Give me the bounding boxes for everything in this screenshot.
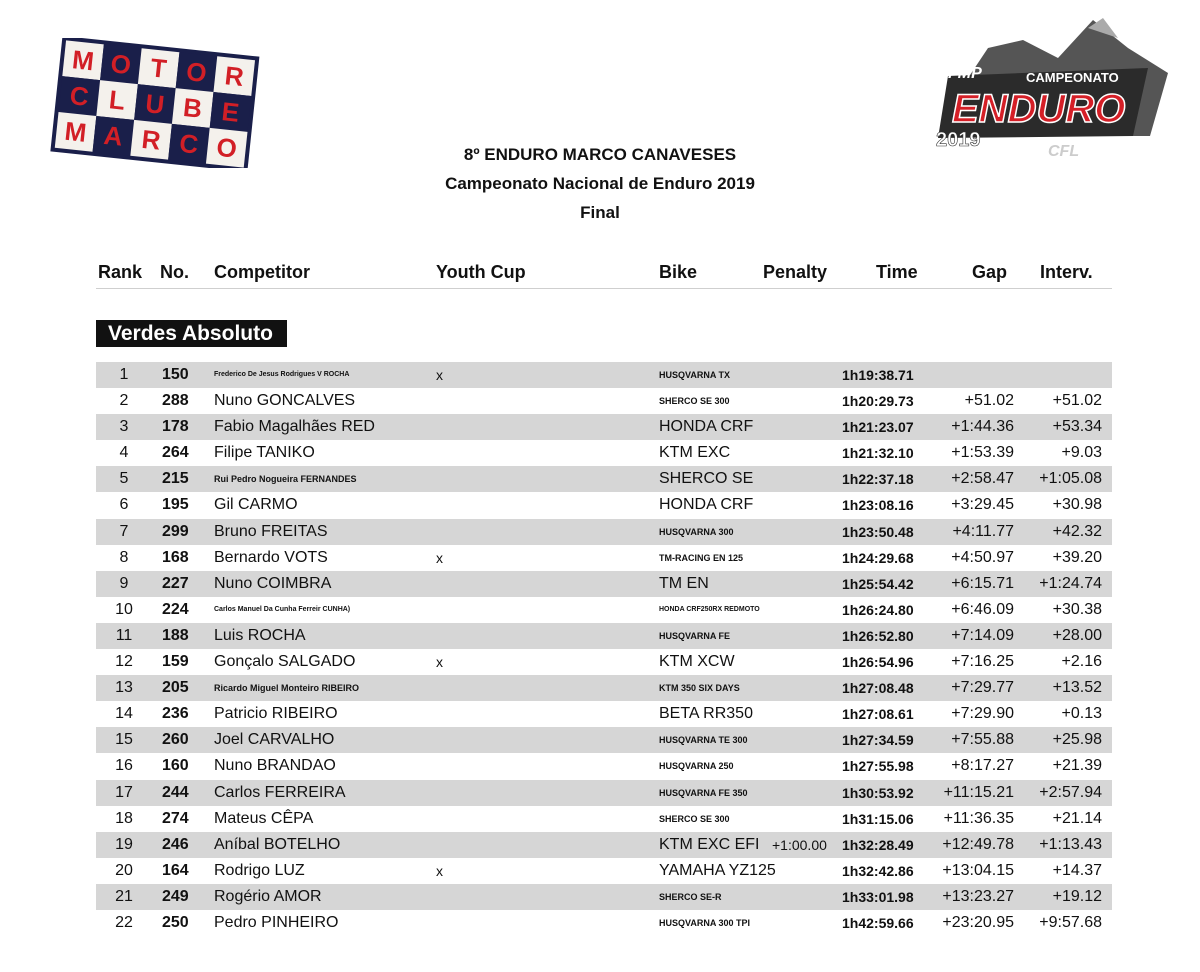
logo-letter: R — [223, 60, 246, 93]
bike-cell: KTM EXC EFI — [659, 835, 760, 853]
gap-cell: +13:04.15 — [942, 861, 1014, 879]
time-cell: 1h26:54.96 — [842, 654, 914, 671]
table-row — [96, 858, 1112, 884]
number-cell: 205 — [162, 679, 189, 697]
time-cell: 1h26:24.80 — [842, 601, 914, 618]
interval-cell: +30.38 — [1052, 600, 1102, 618]
interval-cell: +51.02 — [1052, 392, 1102, 410]
logo-letter: O — [184, 56, 209, 89]
svg-text:CFL: CFL — [1048, 143, 1080, 160]
category-heading: Verdes Absoluto — [96, 320, 287, 347]
bike-cell: SHERCO SE — [659, 470, 754, 488]
gap-cell: +8:17.27 — [951, 757, 1014, 775]
youth-cup-cell: x — [436, 654, 443, 671]
number-cell: 168 — [162, 548, 189, 566]
time-cell: 1h27:34.59 — [842, 732, 914, 749]
table-row — [96, 466, 1112, 492]
time-cell: 1h42:59.66 — [842, 914, 914, 931]
bike-cell: HUSQVARNA 250 — [659, 761, 734, 772]
number-cell: 150 — [162, 366, 189, 383]
championship-title: Campeonato Nacional de Enduro 2019 — [445, 174, 755, 193]
stage-title: Final — [580, 203, 620, 222]
rank-cell: 16 — [115, 757, 133, 775]
gap-cell: +7:16.25 — [951, 653, 1014, 671]
interval-cell: +21.14 — [1052, 809, 1102, 827]
rank-cell: 10 — [115, 600, 133, 618]
rank-cell: 6 — [119, 496, 129, 514]
bike-cell: HUSQVARNA 300 — [659, 526, 734, 537]
logo-letter: T — [149, 52, 169, 84]
interval-cell: +53.34 — [1052, 418, 1102, 436]
bike-cell: TM EN — [659, 574, 709, 592]
time-cell: 1h32:28.49 — [842, 836, 914, 853]
bike-cell: KTM XCW — [659, 653, 735, 671]
event-title: 8º ENDURO MARCO CANAVESES — [463, 145, 737, 164]
interval-cell: +19.12 — [1052, 887, 1102, 905]
table-row — [96, 884, 1112, 910]
interval-cell: +25.98 — [1052, 731, 1102, 749]
table-row — [96, 753, 1112, 779]
gap-cell: +7:29.90 — [951, 705, 1014, 723]
competitor-cell: Carlos FERREIRA — [214, 783, 346, 801]
interval-cell: +9.03 — [1061, 444, 1102, 462]
number-cell: 260 — [162, 731, 189, 749]
bike-cell: SHERCO SE 300 — [659, 396, 730, 407]
logo-letter: B — [181, 92, 204, 124]
header-competitor: Competitor — [214, 262, 310, 282]
gap-cell: +11:36.35 — [943, 809, 1014, 827]
bike-cell: HUSQVARNA TX — [659, 370, 731, 380]
competitor-cell: Rodrigo LUZ — [214, 861, 305, 879]
gap-cell: +51.02 — [964, 392, 1014, 410]
interval-cell: +0.13 — [1061, 705, 1102, 723]
number-cell: 178 — [162, 418, 189, 436]
logo-letter: C — [178, 127, 200, 160]
interval-cell: +14.37 — [1052, 861, 1102, 879]
interval-cell: +28.00 — [1052, 626, 1102, 644]
competitor-cell: Pedro PINHEIRO — [214, 913, 339, 931]
interval-cell: +2.16 — [1061, 653, 1102, 671]
bike-cell: HUSQVARNA FE — [659, 630, 731, 641]
table-row — [96, 675, 1112, 701]
time-cell: 1h26:52.80 — [842, 627, 914, 644]
competitor-cell: Rogério AMOR — [214, 887, 322, 905]
time-cell: 1h21:32.10 — [842, 445, 914, 462]
bike-cell: HUSQVARNA 300 TPI — [659, 917, 751, 928]
table-row — [96, 388, 1112, 414]
rank-cell: 4 — [119, 444, 129, 462]
bike-cell: SHERCO SE-R — [659, 891, 722, 902]
table-row — [96, 440, 1112, 466]
bike-cell: SHERCO SE 300 — [659, 813, 730, 824]
header-rank: Rank — [98, 262, 143, 282]
competitor-cell: Luis ROCHA — [214, 626, 306, 644]
header-bike: Bike — [659, 262, 698, 282]
rank-cell: 22 — [115, 913, 133, 931]
time-cell: 1h20:29.73 — [842, 393, 914, 410]
interval-cell: +1:13.43 — [1039, 835, 1102, 853]
bike-cell: HONDA CRF — [659, 418, 754, 436]
rank-cell: 7 — [119, 522, 129, 540]
competitor-cell: Nuno COIMBRA — [214, 574, 332, 592]
interval-cell: +13.52 — [1052, 679, 1102, 697]
bike-cell: BETA RR350 — [659, 705, 753, 723]
number-cell: 215 — [162, 470, 189, 488]
number-cell: 188 — [162, 626, 189, 644]
table-row — [96, 571, 1112, 597]
gap-cell: +13:23.27 — [942, 887, 1014, 905]
interval-cell: +2:57.94 — [1039, 783, 1102, 801]
rank-cell: 8 — [119, 548, 129, 566]
gap-cell: +23:20.95 — [942, 913, 1014, 931]
results-header-row — [96, 258, 1112, 289]
number-cell: 246 — [162, 835, 189, 853]
number-cell: 250 — [162, 913, 189, 931]
rank-cell: 15 — [115, 731, 133, 749]
logo-letter: M — [70, 44, 96, 77]
time-cell: 1h32:42.86 — [842, 862, 914, 879]
competitor-cell: Ricardo Miguel Monteiro RIBEIRO — [214, 683, 360, 694]
competitor-cell: Gil CARMO — [214, 496, 298, 514]
time-cell: 1h23:08.16 — [842, 497, 914, 514]
svg-text:CAMPEONATO: CAMPEONATO — [1026, 70, 1119, 85]
gap-cell: +6:46.09 — [951, 600, 1014, 618]
time-cell: 1h21:23.07 — [842, 419, 914, 436]
svg-text:2019: 2019 — [936, 129, 981, 151]
interval-cell: +9:57.68 — [1039, 913, 1102, 931]
logo-letter: L — [107, 84, 127, 116]
table-row — [96, 597, 1112, 623]
table-row — [96, 701, 1112, 727]
svg-text:ENDURO: ENDURO — [952, 87, 1126, 131]
number-cell: 195 — [162, 496, 189, 514]
rank-cell: 2 — [119, 392, 129, 410]
time-cell: 1h33:01.98 — [842, 888, 914, 905]
competitor-cell: Joel CARVALHO — [214, 731, 335, 749]
gap-cell: +7:29.77 — [951, 679, 1014, 697]
competitor-cell: Rui Pedro Nogueira FERNANDES — [214, 474, 357, 485]
bike-cell: YAMAHA YZ125 — [659, 861, 776, 879]
bike-cell: KTM EXC — [659, 444, 731, 462]
logo-letter: E — [220, 96, 241, 128]
rank-cell: 3 — [119, 418, 129, 436]
table-row — [96, 519, 1112, 545]
rank-cell: 21 — [115, 887, 133, 905]
table-row — [96, 362, 1112, 388]
table-row — [96, 492, 1112, 518]
gap-cell: +1:53.39 — [951, 444, 1014, 462]
rank-cell: 18 — [115, 809, 133, 827]
rank-cell: 19 — [115, 835, 133, 853]
bike-cell: KTM 350 SIX DAYS — [659, 683, 740, 694]
time-cell: 1h19:38.71 — [842, 367, 914, 383]
youth-cup-cell: x — [436, 862, 443, 879]
header-time: Time — [876, 262, 918, 282]
bike-cell: HUSQVARNA FE 350 — [659, 787, 748, 798]
number-cell: 288 — [162, 392, 189, 410]
rank-cell: 13 — [115, 679, 133, 697]
logo-letter: A — [102, 119, 125, 152]
logo-letter: C — [68, 80, 91, 112]
svg-text:FMP: FMP — [948, 65, 982, 82]
table-row — [96, 545, 1112, 571]
competitor-cell: Bernardo VOTS — [214, 548, 328, 566]
gap-cell: +1:44.36 — [951, 418, 1014, 436]
competitor-cell: Frederico De Jesus Rodrigues V ROCHA — [214, 371, 350, 378]
number-cell: 274 — [162, 809, 189, 827]
header-youth-cup: Youth Cup — [436, 262, 526, 282]
interval-cell: +21.39 — [1052, 757, 1102, 775]
competitor-cell: Patricio RIBEIRO — [214, 705, 338, 723]
table-row — [96, 832, 1112, 858]
number-cell: 236 — [162, 705, 189, 723]
youth-cup-cell: x — [436, 367, 443, 383]
logo-letter: U — [143, 88, 166, 120]
youth-cup-cell: x — [436, 549, 443, 566]
interval-cell: +39.20 — [1052, 548, 1102, 566]
time-cell: 1h25:54.42 — [842, 575, 914, 592]
time-cell: 1h27:08.48 — [842, 680, 914, 697]
time-cell: 1h22:37.18 — [842, 471, 914, 488]
interval-cell: +30.98 — [1052, 496, 1102, 514]
number-cell: 224 — [162, 600, 189, 618]
table-row — [96, 780, 1112, 806]
logo-letter: O — [215, 131, 239, 164]
interval-cell: +1:05.08 — [1039, 470, 1102, 488]
time-cell: 1h31:15.06 — [842, 810, 914, 827]
time-cell: 1h23:50.48 — [842, 523, 914, 540]
competitor-cell: Nuno BRANDAO — [214, 757, 336, 775]
rank-cell: 1 — [119, 366, 129, 383]
gap-cell: +12:49.78 — [942, 835, 1014, 853]
header-penalty: Penalty — [763, 262, 828, 282]
interval-cell: +1:24.74 — [1039, 574, 1102, 592]
bike-cell: HONDA CRF — [659, 496, 754, 514]
rank-cell: 20 — [115, 861, 133, 879]
number-cell: 244 — [162, 783, 189, 801]
rank-cell: 12 — [115, 653, 133, 671]
document-title-block — [0, 140, 1200, 227]
header-gap: Gap — [972, 262, 1008, 282]
gap-cell: +6:15.71 — [951, 574, 1014, 592]
interval-cell: +42.32 — [1052, 522, 1102, 540]
rank-cell: 5 — [119, 470, 129, 488]
competitor-cell: Nuno GONCALVES — [214, 392, 356, 410]
logo-letter: M — [63, 115, 88, 148]
number-cell: 164 — [162, 861, 189, 879]
number-cell: 160 — [162, 757, 189, 775]
gap-cell: +7:55.88 — [951, 731, 1014, 749]
bike-cell: HONDA CRF250RX REDMOTO — [659, 605, 760, 613]
competitor-cell: Gonçalo SALGADO — [214, 653, 356, 671]
rank-cell: 14 — [115, 705, 133, 723]
gap-cell: +11:15.21 — [943, 783, 1014, 801]
penalty-cell: +1:00.00 — [772, 836, 827, 853]
time-cell: 1h30:53.92 — [842, 784, 914, 801]
table-row — [96, 806, 1112, 832]
gap-cell: +7:14.09 — [951, 626, 1014, 644]
results-table — [96, 362, 1112, 936]
competitor-cell: Fabio Magalhães RED — [214, 418, 375, 436]
logo-letter: R — [140, 123, 163, 156]
competitor-cell: Bruno FREITAS — [214, 522, 328, 540]
bike-cell: HUSQVARNA TE 300 — [659, 735, 748, 746]
gap-cell: +2:58.47 — [951, 470, 1014, 488]
number-cell: 264 — [162, 444, 189, 462]
time-cell: 1h27:08.61 — [842, 706, 914, 723]
header-interval: Interv. — [1040, 262, 1093, 282]
time-cell: 1h27:55.98 — [842, 758, 914, 775]
bike-cell: TM-RACING EN 125 — [659, 552, 744, 563]
gap-cell: +4:11.77 — [952, 522, 1014, 540]
logo-letter: O — [109, 48, 133, 81]
table-row — [96, 649, 1112, 675]
number-cell: 159 — [162, 653, 189, 671]
rank-cell: 9 — [119, 574, 129, 592]
table-row — [96, 727, 1112, 753]
competitor-cell: Carlos Manuel Da Cunha Ferreir CUNHA) — [214, 605, 351, 613]
competitor-cell: Aníbal BOTELHO — [214, 835, 341, 853]
time-cell: 1h24:29.68 — [842, 549, 914, 566]
number-cell: 249 — [162, 887, 189, 905]
number-cell: 299 — [162, 522, 189, 540]
table-row — [96, 910, 1112, 936]
table-row — [96, 414, 1112, 440]
competitor-cell: Filipe TANIKO — [214, 444, 315, 462]
gap-cell: +3:29.45 — [951, 496, 1014, 514]
gap-cell: +4:50.97 — [951, 548, 1014, 566]
header-no: No. — [160, 262, 189, 282]
competitor-cell: Mateus CÊPA — [214, 809, 314, 827]
number-cell: 227 — [162, 574, 189, 592]
rank-cell: 17 — [115, 783, 133, 801]
rank-cell: 11 — [115, 626, 133, 644]
table-row — [96, 623, 1112, 649]
